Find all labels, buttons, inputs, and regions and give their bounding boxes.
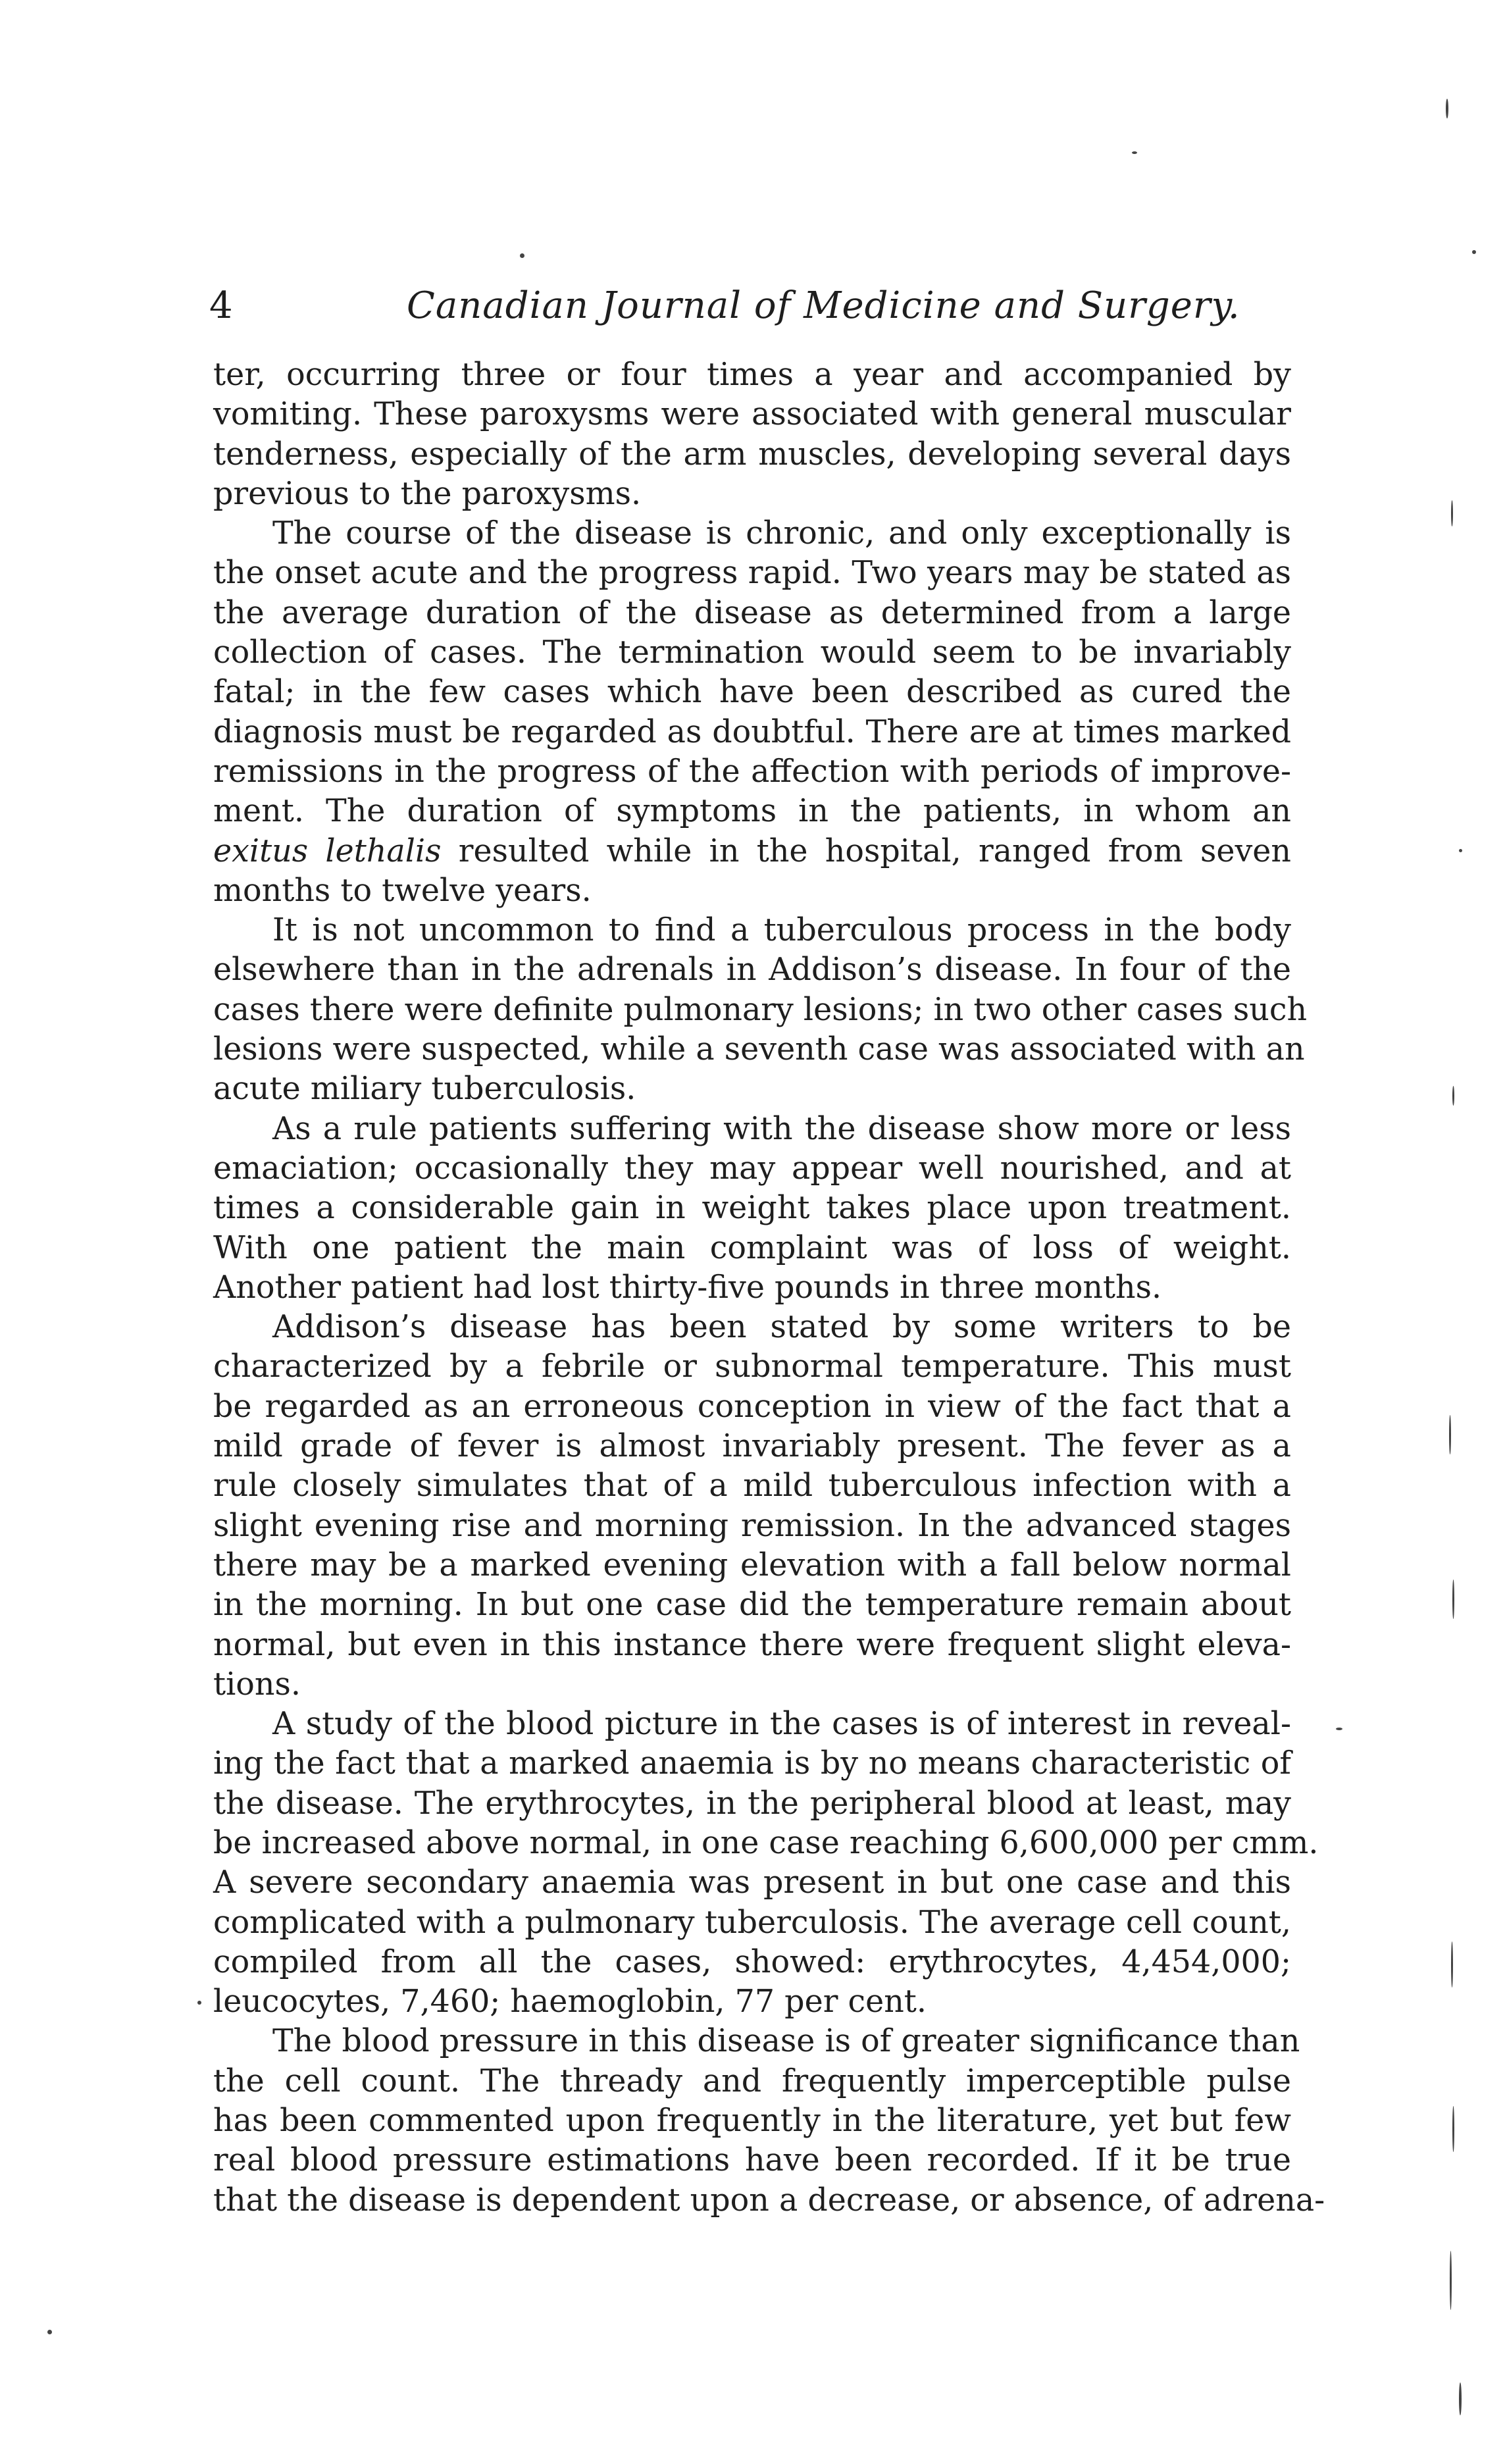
text-line: As a rule patients suffering with the disease show more or less — [272, 1110, 1291, 1147]
text-line: be regarded as an erroneous conception in view of the fact that a — [213, 1388, 1291, 1425]
paragraph — [213, 1308, 1291, 1705]
text-line: Another patient had lost thirty-five pounds in three months. — [213, 1269, 1162, 1306]
text-line: has been commented upon frequently in the literature, yet but few — [213, 2103, 1291, 2140]
text-line: leucocytes, 7,460; haemoglobin, 77 per cent. — [213, 1984, 927, 2020]
paragraph — [213, 1705, 1319, 2022]
text-line: collection of cases. The termination would seem to be invariably — [213, 634, 1291, 671]
text-line: tenderness, especially of the arm muscles, developing several days — [213, 436, 1291, 473]
text-run: resulted while in the hospital, ranged from seven — [441, 833, 1292, 869]
paragraph — [213, 2022, 1325, 2220]
text-line: Addison’s disease has been stated by some writers to be — [272, 1309, 1291, 1346]
text-line: With one patient the main complaint was of loss of weight. — [213, 1229, 1291, 1266]
text-line: tions. — [213, 1666, 301, 1703]
scan-dot — [47, 2330, 52, 2334]
text-line: lesions were suspected, while a seventh case was associated with an — [213, 1031, 1305, 1068]
text-line: the cell count. The thready and frequently imperceptible pulse — [213, 2063, 1291, 2099]
italic-term: exitus lethalis — [213, 833, 442, 869]
text-line: times a considerable gain in weight takes place upon treatment. — [213, 1190, 1291, 1227]
text-line — [213, 832, 1291, 871]
text-line: be increased above normal, in one case reaching 6,600,000 per cmm. — [213, 1824, 1319, 1861]
paragraph — [213, 911, 1308, 1109]
text-line: compiled from all the cases, showed: erythrocytes, 4,454,000; — [213, 1943, 1291, 1980]
text-line: the onset acute and the progress rapid. Two years may be stated as — [213, 555, 1291, 592]
text-line: cases there were definite pulmonary lesions; in two other cases such — [213, 991, 1308, 1028]
running-title: Canadian Journal of Medicine and Surgery. — [407, 284, 1240, 327]
article-body — [213, 355, 1325, 2220]
text-line: months to twelve years. — [213, 872, 592, 909]
text-line: characterized by a febrile or subnormal temperature. This must — [213, 1348, 1291, 1385]
paragraph — [213, 355, 1291, 514]
paragraph — [213, 514, 1291, 911]
text-line: previous to the paroxysms. — [213, 475, 642, 512]
text-line: there may be a marked evening elevation with a fall below normal — [213, 1547, 1291, 1583]
text-line: ter, occurring three or four times a year and accompanied by — [213, 357, 1291, 393]
text-line: remissions in the progress of the affection with periods of improve- — [213, 753, 1291, 790]
text-line: complicated with a pulmonary tuberculosis. The average cell count, — [213, 1904, 1291, 1941]
text-line: ing the fact that a marked anaemia is by no means characteristic of — [213, 1745, 1291, 1782]
scan-dot — [1132, 151, 1137, 154]
page-number: 4 — [209, 284, 233, 327]
text-line: ment. The duration of symptoms in the patients, in whom an — [213, 793, 1291, 830]
text-line: mild grade of fever is almost invariably present. The fever as a — [213, 1428, 1291, 1465]
text-line: vomiting. These paroxysms were associated with general muscular — [213, 396, 1291, 433]
text-line: The blood pressure in this disease is of greater significance than — [272, 2023, 1300, 2060]
text-line: diagnosis must be regarded as doubtful. There are at times marked — [213, 713, 1291, 750]
text-line: fatal; in the few cases which have been described as cured the — [213, 674, 1291, 711]
page-header — [209, 276, 1315, 336]
text-line: the average duration of the disease as determined from a large — [213, 594, 1291, 631]
page-edge-scan-artifacts — [1433, 0, 1505, 2464]
scan-dot — [520, 253, 524, 258]
text-line: acute miliary tuberculosis. — [213, 1071, 636, 1108]
text-line: The course of the disease is chronic, and only exceptionally is — [272, 515, 1291, 552]
text-line: in the morning. In but one case did the temperature remain about — [213, 1587, 1291, 1624]
text-line: rule closely simulates that of a mild tuberculous infection with a — [213, 1468, 1291, 1504]
text-line: emaciation; occasionally they may appear well nourished, and at — [213, 1150, 1291, 1187]
text-line: elsewhere than in the adrenals in Addison’s disease. In four of the — [213, 952, 1291, 988]
text-line: that the disease is dependent upon a decrease, or absence, of adrena- — [213, 2182, 1325, 2219]
text-line: It is not uncommon to find a tuberculous process in the body — [272, 912, 1291, 949]
paragraph — [213, 1110, 1291, 1308]
text-line: the disease. The erythrocytes, in the peripheral blood at least, may — [213, 1785, 1291, 1822]
scan-dot — [197, 2001, 201, 2005]
scan-dot — [1336, 1728, 1342, 1730]
text-line: A severe secondary anaemia was present in but one case and this — [213, 1864, 1291, 1901]
text-line: slight evening rise and morning remission. In the advanced stages — [213, 1507, 1291, 1544]
text-line: A study of the blood picture in the cases is of interest in reveal- — [272, 1706, 1291, 1743]
text-line: real blood pressure estimations have been recorded. If it be true — [213, 2142, 1291, 2179]
text-line: normal, but even in this instance there were frequent slight eleva- — [213, 1626, 1291, 1663]
